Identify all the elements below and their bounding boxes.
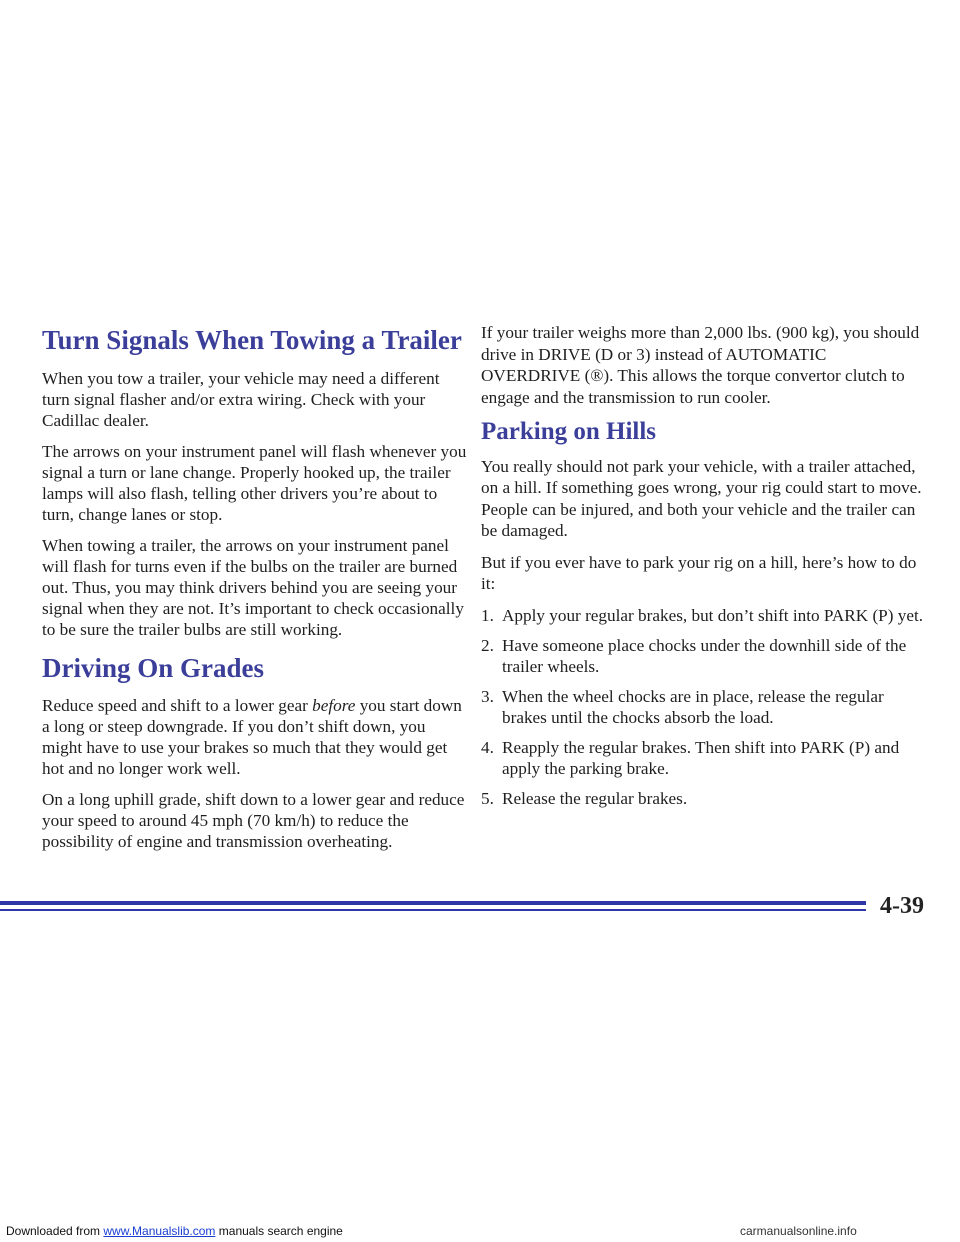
paragraph-flasher: When you tow a trailer, your vehicle may need a different turn signal flasher and/or extra wiring. Check with your Cadillac dealer. (42, 368, 440, 430)
left-column (42, 326, 467, 862)
list-item (481, 635, 928, 677)
step-text: Release the regular brakes. (502, 788, 688, 808)
paragraph-bulbs-check: When towing a trailer, the arrows on your instrument panel will flash for turns even if the bulbs on the trailer are burned out. Thus, you may think drivers behind you are seeing your signal when they are not. It’s important to check occasionally to be sure the trailer bulbs are still working. (42, 535, 464, 639)
list-item (481, 788, 928, 809)
right-column (481, 323, 928, 818)
list-item (481, 605, 928, 626)
page-number: 4-39 (880, 893, 924, 919)
heading-parking-hills: Parking on Hills (481, 418, 657, 445)
parking-steps-list (481, 605, 928, 809)
step-text: When the wheel chocks are in place, release the regular brakes until the chocks absorb the load. (502, 686, 884, 727)
paragraph-trailer-weight: If your trailer weighs more than 2,000 lbs. (900 kg), you should drive in DRIVE (D or 3) instead of AUTOMATIC OVERDRIVE (®). This allows the torque convertor clutch to engage and the transmission to run cooler. (481, 323, 920, 407)
list-item (481, 737, 928, 779)
list-item (481, 686, 928, 728)
footer-rule-thin (0, 909, 866, 911)
download-footer (6, 1224, 343, 1238)
footer-rule-thick (0, 901, 866, 905)
step-number: 4. (481, 737, 494, 757)
paragraph-arrows-flash: The arrows on your instrument panel will flash whenever you signal a turn or lane change. Properly hooked up, the trailer lamps will also flash, telling other drivers you’re about to turn, change lanes or stop. (42, 441, 467, 524)
step-text: Have someone place chocks under the downhill side of the trailer wheels. (502, 635, 907, 676)
downgrade-emphasis: before (312, 696, 356, 716)
manualslib-link[interactable]: www.Manualslib.com (103, 1224, 216, 1238)
footer-prefix: Downloaded from (6, 1224, 104, 1238)
watermark-text: carmanualsonline.info (740, 1224, 857, 1238)
step-text: Apply your regular brakes, but don’t shift into PARK (P) yet. (502, 605, 924, 625)
step-text: Reapply the regular brakes. Then shift into PARK (P) and apply the parking brake. (502, 737, 900, 778)
heading-driving-grades: Driving On Grades (42, 652, 265, 683)
downgrade-text-b: you start down a long or steep downgrade. If you don’t shift down, you might have to use your brakes so much that they would get hot and no longer work well. (42, 696, 462, 779)
paragraph-parking-howto: But if you ever have to park your rig on a hill, here’s how to do it: (481, 552, 917, 593)
heading-turn-signals: Turn Signals When Towing a Trailer (42, 325, 462, 355)
downgrade-text-a: Reduce speed and shift to a lower gear (42, 696, 313, 716)
step-number: 1. (481, 605, 494, 625)
step-number: 2. (481, 635, 494, 655)
paragraph-parking-warning: You really should not park your vehicle, with a trailer attached, on a hill. If something goes wrong, your rig could start to move. People can be injured, and both your vehicle and the trailer can be damaged. (481, 456, 922, 540)
paragraph-downgrade (42, 695, 467, 779)
footer-suffix: manuals search engine (215, 1224, 343, 1238)
paragraph-uphill: On a long uphill grade, shift down to a lower gear and reduce your speed to around 45 mph (70 km/h) to reduce the possibility of engine and transmission overheating. (42, 790, 465, 852)
step-number: 3. (481, 686, 494, 706)
step-number: 5. (481, 788, 494, 808)
